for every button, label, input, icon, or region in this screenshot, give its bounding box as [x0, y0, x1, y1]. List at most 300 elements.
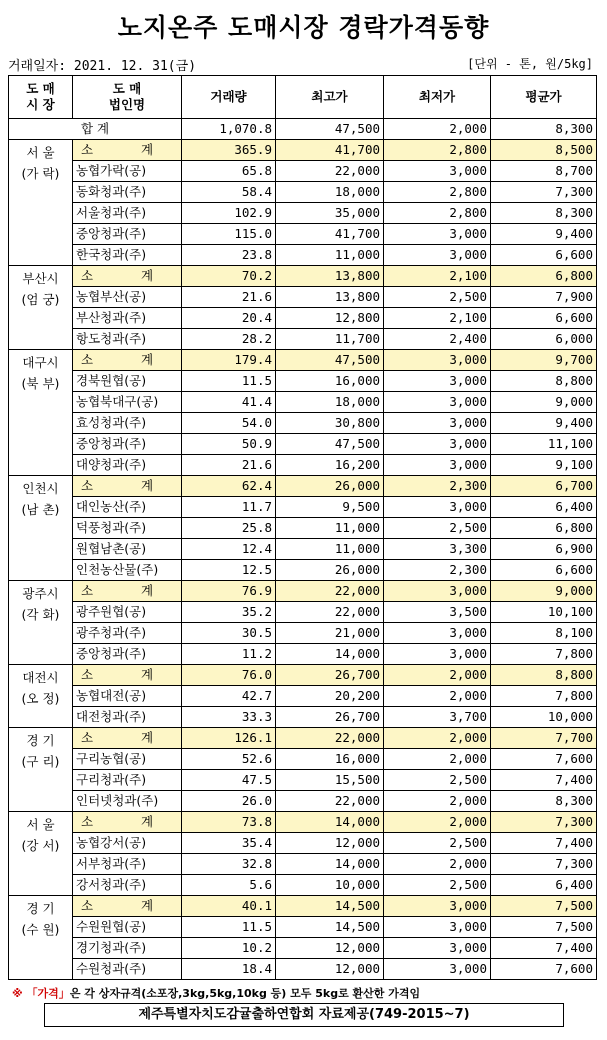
total-max: 47,500 [276, 119, 384, 140]
subtotal-label-b: 계 [141, 352, 154, 367]
subtotal-label-a: 소 [81, 583, 94, 598]
cell-min: 2,100 [384, 308, 491, 329]
subtotal-min: 2,300 [384, 476, 491, 497]
total-avg: 8,300 [491, 119, 597, 140]
cell-min: 2,000 [384, 791, 491, 812]
cell-avg: 8,700 [491, 161, 597, 182]
cell-min: 2,000 [384, 749, 491, 770]
cell-min: 3,000 [384, 371, 491, 392]
corp-name: 광주원협(공) [73, 602, 182, 623]
subtotal-max: 14,500 [276, 896, 384, 917]
cell-min: 2,400 [384, 329, 491, 350]
cell-min: 2,300 [384, 560, 491, 581]
cell-volume: 30.5 [182, 623, 276, 644]
market-city: 광주시 [22, 586, 59, 601]
market-district: (구 리) [21, 754, 60, 769]
subtotal-avg: 9,000 [491, 581, 597, 602]
market-name [9, 812, 73, 896]
subtotal-row [9, 581, 597, 602]
cell-avg: 9,100 [491, 455, 597, 476]
header-avg: 평균가 [491, 76, 597, 119]
cell-max: 30,800 [276, 413, 384, 434]
cell-min: 3,000 [384, 623, 491, 644]
subtotal-volume: 76.0 [182, 665, 276, 686]
subtotal-label-b: 계 [141, 898, 154, 913]
cell-volume: 35.4 [182, 833, 276, 854]
subtotal-volume: 70.2 [182, 266, 276, 287]
table-row [9, 749, 597, 770]
subtotal-max: 22,000 [276, 581, 384, 602]
cell-min: 3,000 [384, 959, 491, 980]
subtotal-avg: 6,700 [491, 476, 597, 497]
cell-max: 22,000 [276, 791, 384, 812]
market-district: (수 원) [21, 922, 60, 937]
cell-max: 26,000 [276, 560, 384, 581]
corp-name: 덕풍청과(주) [73, 518, 182, 539]
subtotal-label-a: 소 [81, 142, 94, 157]
cell-avg: 9,000 [491, 392, 597, 413]
cell-volume: 47.5 [182, 770, 276, 791]
cell-avg: 6,400 [491, 497, 597, 518]
cell-min: 3,000 [384, 455, 491, 476]
subtotal-label-b: 계 [141, 478, 154, 493]
subtotal-label [73, 140, 182, 161]
subtotal-avg: 6,800 [491, 266, 597, 287]
cell-volume: 20.4 [182, 308, 276, 329]
header-max: 최고가 [276, 76, 384, 119]
corp-name: 광주청과(주) [73, 623, 182, 644]
subtotal-row [9, 896, 597, 917]
cell-min: 2,000 [384, 686, 491, 707]
cell-volume: 32.8 [182, 854, 276, 875]
corp-name: 경기청과(주) [73, 938, 182, 959]
cell-min: 2,500 [384, 287, 491, 308]
page-title: 노지온주 도매시장 경락가격동향 [117, 13, 490, 42]
cell-max: 41,700 [276, 224, 384, 245]
subtotal-row [9, 812, 597, 833]
cell-min: 3,000 [384, 917, 491, 938]
corp-name: 서부청과(주) [73, 854, 182, 875]
cell-volume: 35.2 [182, 602, 276, 623]
cell-volume: 11.2 [182, 644, 276, 665]
market-district: (남 촌) [21, 502, 60, 517]
subtotal-max: 47,500 [276, 350, 384, 371]
header-corp: 도 매 법인명 [73, 76, 182, 119]
cell-avg: 7,500 [491, 917, 597, 938]
table-row [9, 644, 597, 665]
header-volume: 거래량 [182, 76, 276, 119]
cell-max: 14,000 [276, 644, 384, 665]
total-label: 합 계 [9, 119, 182, 140]
cell-volume: 50.9 [182, 434, 276, 455]
subtotal-avg: 8,500 [491, 140, 597, 161]
corp-name: 경북원협(공) [73, 371, 182, 392]
subtotal-max: 41,700 [276, 140, 384, 161]
table-row [9, 602, 597, 623]
cell-volume: 11.5 [182, 917, 276, 938]
cell-min: 3,000 [384, 938, 491, 959]
subtotal-avg: 9,700 [491, 350, 597, 371]
corp-name: 인터넷청과(주) [73, 791, 182, 812]
cell-max: 16,200 [276, 455, 384, 476]
cell-max: 13,800 [276, 287, 384, 308]
corp-name: 구리농협(공) [73, 749, 182, 770]
subtotal-max: 22,000 [276, 728, 384, 749]
cell-min: 3,000 [384, 413, 491, 434]
subtotal-label-b: 계 [141, 583, 154, 598]
cell-volume: 12.5 [182, 560, 276, 581]
corp-name: 대인농산(주) [73, 497, 182, 518]
cell-avg: 8,300 [491, 203, 597, 224]
corp-name: 농협강서(공) [73, 833, 182, 854]
subtotal-avg: 7,500 [491, 896, 597, 917]
table-body [9, 119, 597, 980]
subtotal-volume: 73.8 [182, 812, 276, 833]
cell-avg: 7,300 [491, 182, 597, 203]
corp-name: 원협남촌(공) [73, 539, 182, 560]
subtotal-label [73, 266, 182, 287]
cell-max: 11,000 [276, 539, 384, 560]
cell-max: 12,000 [276, 959, 384, 980]
subtotal-label [73, 665, 182, 686]
cell-avg: 8,800 [491, 371, 597, 392]
note-text: 은 각 상자규격(소포장,3kg,5kg,10kg 등) 모두 5kg로 환산한 가격임 [69, 987, 421, 1000]
table-row [9, 329, 597, 350]
subtotal-row [9, 665, 597, 686]
cell-avg: 7,400 [491, 770, 597, 791]
subtotal-min: 2,100 [384, 266, 491, 287]
source-footer: 제주특별자치도감귤출하연합회 자료제공(749-2015~7) [44, 1003, 564, 1027]
market-name [9, 476, 73, 581]
footnote [12, 985, 420, 1001]
price-table [8, 75, 597, 980]
table-row [9, 413, 597, 434]
market-name [9, 266, 73, 350]
corp-name: 인천농산물(주) [73, 560, 182, 581]
subtotal-volume: 126.1 [182, 728, 276, 749]
cell-avg: 6,600 [491, 560, 597, 581]
cell-max: 22,000 [276, 161, 384, 182]
cell-min: 3,500 [384, 602, 491, 623]
cell-avg: 8,300 [491, 791, 597, 812]
cell-volume: 102.9 [182, 203, 276, 224]
cell-max: 26,700 [276, 707, 384, 728]
cell-avg: 6,000 [491, 329, 597, 350]
table-row [9, 854, 597, 875]
cell-volume: 21.6 [182, 455, 276, 476]
corp-name: 부산청과(주) [73, 308, 182, 329]
table-row [9, 497, 597, 518]
cell-max: 35,000 [276, 203, 384, 224]
note-keyword: 「가격」 [26, 987, 70, 1000]
table-row [9, 623, 597, 644]
market-city: 인천시 [22, 481, 59, 496]
cell-min: 3,300 [384, 539, 491, 560]
subtotal-row [9, 350, 597, 371]
cell-avg: 7,800 [491, 644, 597, 665]
total-volume: 1,070.8 [182, 119, 276, 140]
table-row [9, 959, 597, 980]
subtotal-min: 3,000 [384, 896, 491, 917]
cell-max: 21,000 [276, 623, 384, 644]
cell-max: 16,000 [276, 749, 384, 770]
cell-avg: 7,400 [491, 833, 597, 854]
cell-max: 18,000 [276, 182, 384, 203]
table-row [9, 875, 597, 896]
market-name [9, 350, 73, 476]
cell-max: 14,000 [276, 854, 384, 875]
corp-name: 대전청과(주) [73, 707, 182, 728]
table-row [9, 791, 597, 812]
cell-max: 15,500 [276, 770, 384, 791]
cell-max: 12,000 [276, 938, 384, 959]
table-row [9, 182, 597, 203]
cell-min: 3,000 [384, 644, 491, 665]
cell-volume: 115.0 [182, 224, 276, 245]
subtotal-max: 26,700 [276, 665, 384, 686]
subtotal-avg: 7,700 [491, 728, 597, 749]
table-row [9, 518, 597, 539]
market-district: (북 부) [21, 376, 60, 391]
subtotal-row [9, 476, 597, 497]
subtotal-min: 2,000 [384, 665, 491, 686]
subtotal-max: 14,000 [276, 812, 384, 833]
table-row [9, 938, 597, 959]
cell-avg: 6,400 [491, 875, 597, 896]
cell-min: 2,500 [384, 833, 491, 854]
corp-name: 서울청과(주) [73, 203, 182, 224]
subtotal-label-b: 계 [141, 268, 154, 283]
corp-name: 구리청과(주) [73, 770, 182, 791]
cell-min: 2,800 [384, 203, 491, 224]
subtotal-label-a: 소 [81, 730, 94, 745]
cell-min: 2,500 [384, 770, 491, 791]
corp-name: 중앙청과(주) [73, 434, 182, 455]
cell-max: 18,000 [276, 392, 384, 413]
cell-volume: 11.7 [182, 497, 276, 518]
cell-max: 9,500 [276, 497, 384, 518]
market-name [9, 581, 73, 665]
total-row [9, 119, 597, 140]
corp-name: 한국청과(주) [73, 245, 182, 266]
cell-max: 22,000 [276, 602, 384, 623]
market-district: (가 락) [21, 166, 60, 181]
cell-avg: 10,000 [491, 707, 597, 728]
note-mark: ※ [12, 987, 23, 1000]
corp-name: 대양청과(주) [73, 455, 182, 476]
corp-name: 중앙청과(주) [73, 224, 182, 245]
corp-name: 농협북대구(공) [73, 392, 182, 413]
subtotal-label [73, 581, 182, 602]
table-row [9, 770, 597, 791]
cell-min: 3,000 [384, 161, 491, 182]
trade-date: 거래일자: 2021. 12. 31(금) [8, 59, 197, 74]
cell-volume: 12.4 [182, 539, 276, 560]
subtotal-avg: 8,800 [491, 665, 597, 686]
table-row [9, 161, 597, 182]
subtotal-label-a: 소 [81, 667, 94, 682]
cell-avg: 8,100 [491, 623, 597, 644]
corp-name: 수원원협(공) [73, 917, 182, 938]
cell-min: 3,000 [384, 497, 491, 518]
cell-volume: 11.5 [182, 371, 276, 392]
table-row [9, 686, 597, 707]
cell-max: 47,500 [276, 434, 384, 455]
cell-volume: 41.4 [182, 392, 276, 413]
corp-name: 강서청과(주) [73, 875, 182, 896]
subtotal-min: 2,800 [384, 140, 491, 161]
cell-volume: 65.8 [182, 161, 276, 182]
cell-volume: 33.3 [182, 707, 276, 728]
table-row [9, 560, 597, 581]
cell-volume: 58.4 [182, 182, 276, 203]
market-name [9, 665, 73, 728]
cell-avg: 7,900 [491, 287, 597, 308]
table-row [9, 203, 597, 224]
cell-max: 20,200 [276, 686, 384, 707]
cell-avg: 9,400 [491, 413, 597, 434]
cell-volume: 54.0 [182, 413, 276, 434]
market-district: (오 정) [21, 691, 60, 706]
cell-avg: 7,300 [491, 854, 597, 875]
cell-volume: 23.8 [182, 245, 276, 266]
cell-volume: 52.6 [182, 749, 276, 770]
table-row [9, 308, 597, 329]
market-city: 경 기 [26, 733, 55, 748]
cell-avg: 11,100 [491, 434, 597, 455]
cell-avg: 7,600 [491, 749, 597, 770]
subtotal-label [73, 728, 182, 749]
cell-volume: 26.0 [182, 791, 276, 812]
market-name [9, 140, 73, 266]
subtotal-label-a: 소 [81, 814, 94, 829]
cell-min: 3,000 [384, 245, 491, 266]
corp-name: 중앙청과(주) [73, 644, 182, 665]
subtotal-label-b: 계 [141, 142, 154, 157]
corp-name: 효성청과(주) [73, 413, 182, 434]
corp-name: 농협가락(공) [73, 161, 182, 182]
cell-volume: 5.6 [182, 875, 276, 896]
market-city: 경 기 [26, 901, 55, 916]
cell-max: 11,000 [276, 245, 384, 266]
table-row [9, 371, 597, 392]
corp-name: 동화청과(주) [73, 182, 182, 203]
cell-max: 16,000 [276, 371, 384, 392]
subtotal-label-a: 소 [81, 478, 94, 493]
subtotal-min: 3,000 [384, 581, 491, 602]
cell-min: 2,500 [384, 518, 491, 539]
market-district: (강 서) [21, 838, 60, 853]
subtotal-label-a: 소 [81, 352, 94, 367]
header-market: 도 매 시 장 [9, 76, 73, 119]
subtotal-volume: 40.1 [182, 896, 276, 917]
subtotal-label-a: 소 [81, 268, 94, 283]
corp-name: 농협부산(공) [73, 287, 182, 308]
table-row [9, 434, 597, 455]
cell-avg: 10,100 [491, 602, 597, 623]
subtotal-label-b: 계 [141, 730, 154, 745]
cell-max: 10,000 [276, 875, 384, 896]
subtotal-label [73, 476, 182, 497]
table-row [9, 245, 597, 266]
market-city: 서 울 [26, 817, 55, 832]
market-city: 서 울 [26, 145, 55, 160]
cell-max: 14,500 [276, 917, 384, 938]
cell-volume: 21.6 [182, 287, 276, 308]
cell-volume: 25.8 [182, 518, 276, 539]
corp-name: 항도청과(주) [73, 329, 182, 350]
cell-max: 12,800 [276, 308, 384, 329]
cell-max: 11,700 [276, 329, 384, 350]
table-row [9, 224, 597, 245]
cell-volume: 10.2 [182, 938, 276, 959]
table-row [9, 392, 597, 413]
total-min: 2,000 [384, 119, 491, 140]
table-row [9, 539, 597, 560]
subtotal-volume: 76.9 [182, 581, 276, 602]
subtotal-row [9, 728, 597, 749]
table-row [9, 707, 597, 728]
cell-avg: 6,600 [491, 245, 597, 266]
table-row [9, 917, 597, 938]
header-min: 최저가 [384, 76, 491, 119]
subtotal-label-b: 계 [141, 814, 154, 829]
cell-avg: 7,400 [491, 938, 597, 959]
cell-max: 11,000 [276, 518, 384, 539]
cell-min: 2,000 [384, 854, 491, 875]
market-district: (엄 궁) [21, 292, 60, 307]
cell-avg: 7,600 [491, 959, 597, 980]
cell-avg: 6,600 [491, 308, 597, 329]
cell-avg: 9,400 [491, 224, 597, 245]
cell-volume: 42.7 [182, 686, 276, 707]
market-district: (각 화) [21, 607, 60, 622]
subtotal-volume: 62.4 [182, 476, 276, 497]
subtotal-label-a: 소 [81, 898, 94, 913]
cell-volume: 28.2 [182, 329, 276, 350]
market-name [9, 728, 73, 812]
table-row [9, 287, 597, 308]
market-city: 부산시 [22, 271, 59, 286]
cell-min: 2,500 [384, 875, 491, 896]
cell-avg: 7,800 [491, 686, 597, 707]
subtotal-min: 3,000 [384, 350, 491, 371]
cell-max: 12,000 [276, 833, 384, 854]
corp-name: 농협대전(공) [73, 686, 182, 707]
subtotal-min: 2,000 [384, 728, 491, 749]
subtotal-row [9, 266, 597, 287]
cell-avg: 6,900 [491, 539, 597, 560]
market-name [9, 896, 73, 980]
table-row [9, 833, 597, 854]
market-city: 대전시 [22, 670, 59, 685]
cell-min: 3,000 [384, 434, 491, 455]
subtotal-volume: 365.9 [182, 140, 276, 161]
subtotal-volume: 179.4 [182, 350, 276, 371]
corp-name: 수원청과(주) [73, 959, 182, 980]
cell-min: 3,000 [384, 392, 491, 413]
unit-note: [단위 - 톤, 원/5kg] [467, 57, 593, 71]
cell-min: 2,800 [384, 182, 491, 203]
subtotal-min: 2,000 [384, 812, 491, 833]
subtotal-label [73, 350, 182, 371]
subtotal-max: 26,000 [276, 476, 384, 497]
cell-min: 3,700 [384, 707, 491, 728]
cell-min: 3,000 [384, 224, 491, 245]
cell-volume: 18.4 [182, 959, 276, 980]
market-city: 대구시 [22, 355, 59, 370]
subtotal-avg: 7,300 [491, 812, 597, 833]
